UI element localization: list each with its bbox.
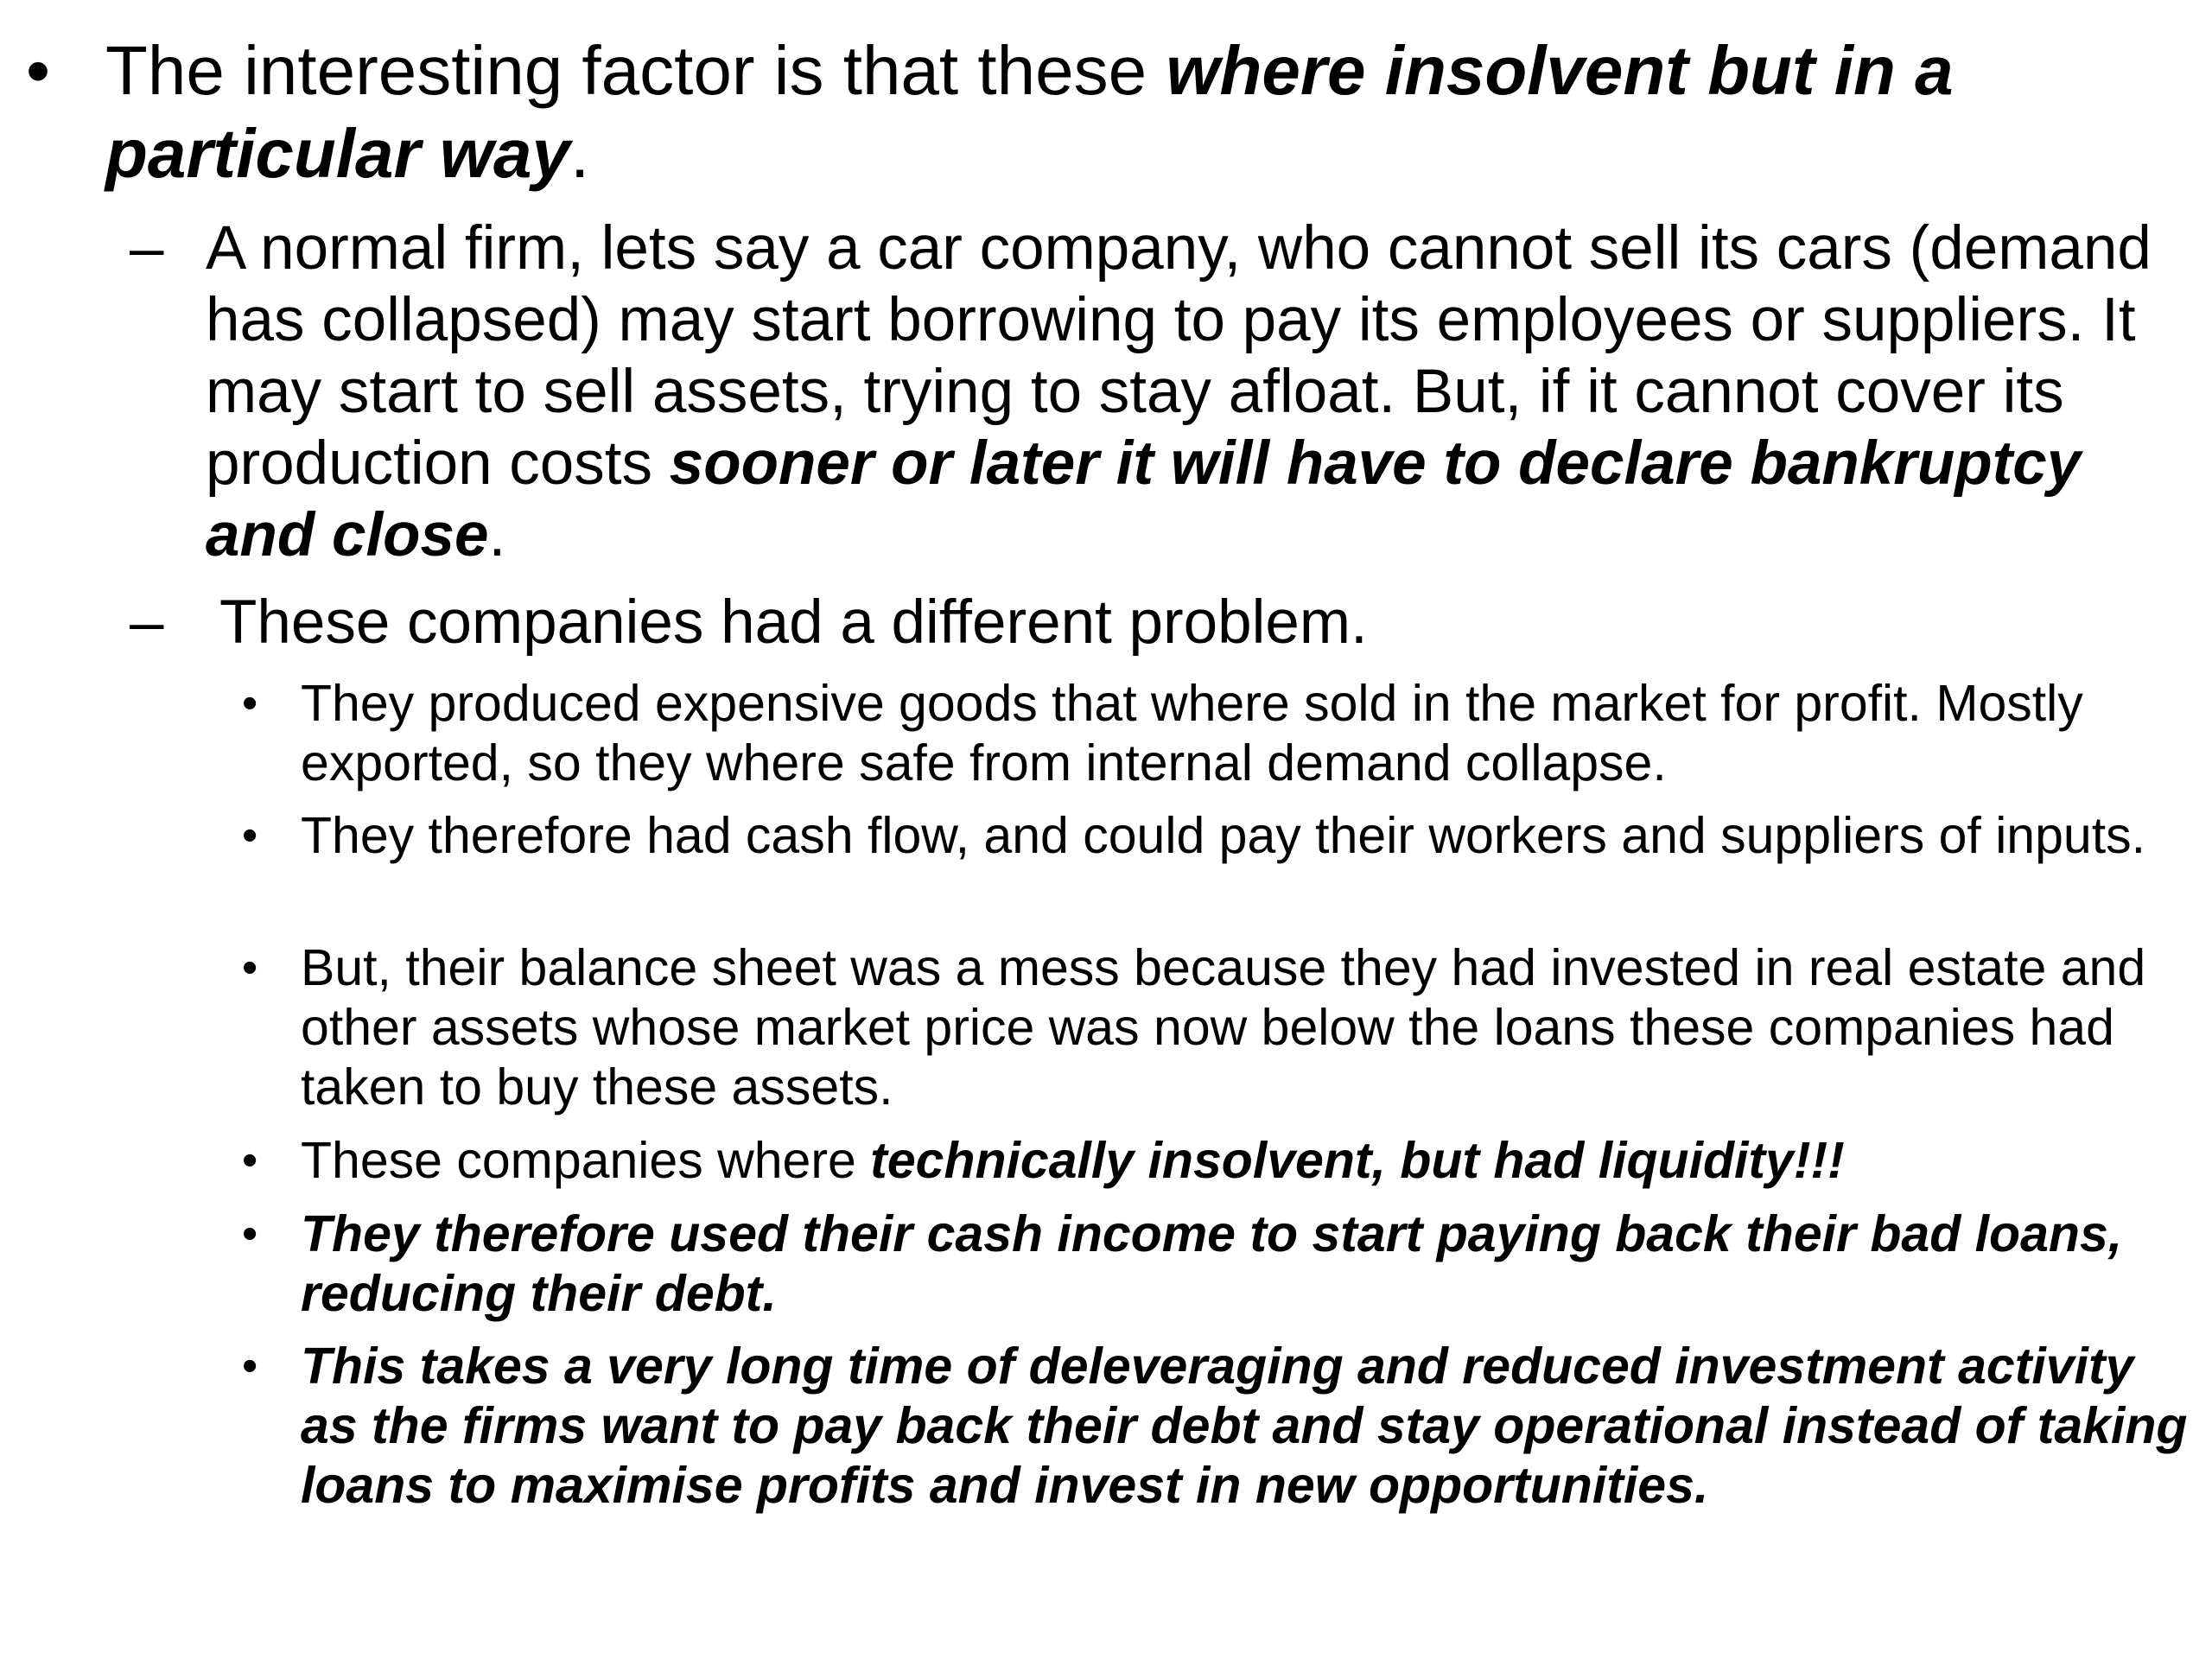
bullet-text-plain: A normal firm, lets say a car company, who cannot sell its cars (demand has collapsed) may start borrowing to pay its employees or suppliers. It may start to sell assets, trying to stay afloat. But, if it cannot cover its production costs [206, 214, 2152, 498]
bullet-text: They therefore had cash flow, and could pay their workers and suppliers of inputs. [301, 807, 2146, 864]
bullet-level1-insolvent [26, 29, 2195, 195]
bullet-marker: • [242, 678, 258, 728]
bullet-marker: • [242, 1341, 258, 1391]
bullet-level3-deleveraging [242, 1337, 2202, 1516]
bullet-marker: • [26, 32, 51, 109]
bullet-text-emphasis: This takes a very long time of deleveraging and reduced investment activity as the firms want to pay back their debt and stay operational instead of taking loans to maximise profits and invest in new opportunities. [301, 1338, 2188, 1514]
bullet-marker: • [242, 810, 258, 861]
bullet-text-end: . [488, 501, 506, 569]
bullet-text: But, their balance sheet was a mess because they had invested in real estate and other assets whose market price was now below the loans these companies had taken to buy these assets. [301, 939, 2146, 1116]
dash-marker: – [130, 588, 164, 657]
bullet-text [105, 29, 2195, 195]
bullet-text-plain: The interesting factor is that these [105, 32, 1166, 109]
dash-marker: – [130, 214, 164, 283]
bullet-marker: • [242, 1209, 258, 1259]
bullet-level3-paying-back-loans [242, 1205, 2202, 1324]
bullet-text-plain: These companies where [301, 1132, 871, 1189]
bullet-level2-normal-firm [130, 213, 2203, 571]
bullet-level3-cash-flow [242, 806, 2202, 866]
bullet-level3-balance-sheet [242, 938, 2202, 1117]
bullet-text-emphasis: sooner or later it will have to declare bankruptcy and close [206, 429, 2082, 569]
bullet-text [301, 1131, 2202, 1191]
bullet-level2-different-problem [130, 587, 2203, 658]
bullet-text-end: . [570, 115, 590, 192]
bullet-level3-expensive-goods [242, 674, 2202, 793]
bullet-text-emphasis: where insolvent but in a particular way [105, 32, 1954, 192]
bullet-level3-technically-insolvent [242, 1131, 2202, 1191]
bullet-text-emphasis: They therefore used their cash income to start paying back their bad loans, reducing their debt. [301, 1205, 2123, 1322]
bullet-text: They produced expensive goods that where sold in the market for profit. Mostly exported, so they where safe from internal demand collapse. [301, 675, 2083, 791]
bullet-text-emphasis: technically insolvent, but had liquidity!!! [870, 1132, 1845, 1189]
bullet-text: These companies had a different problem. [219, 588, 1368, 657]
bullet-marker: • [242, 1135, 258, 1185]
bullet-marker: • [242, 943, 258, 993]
bullet-text [206, 213, 2203, 571]
